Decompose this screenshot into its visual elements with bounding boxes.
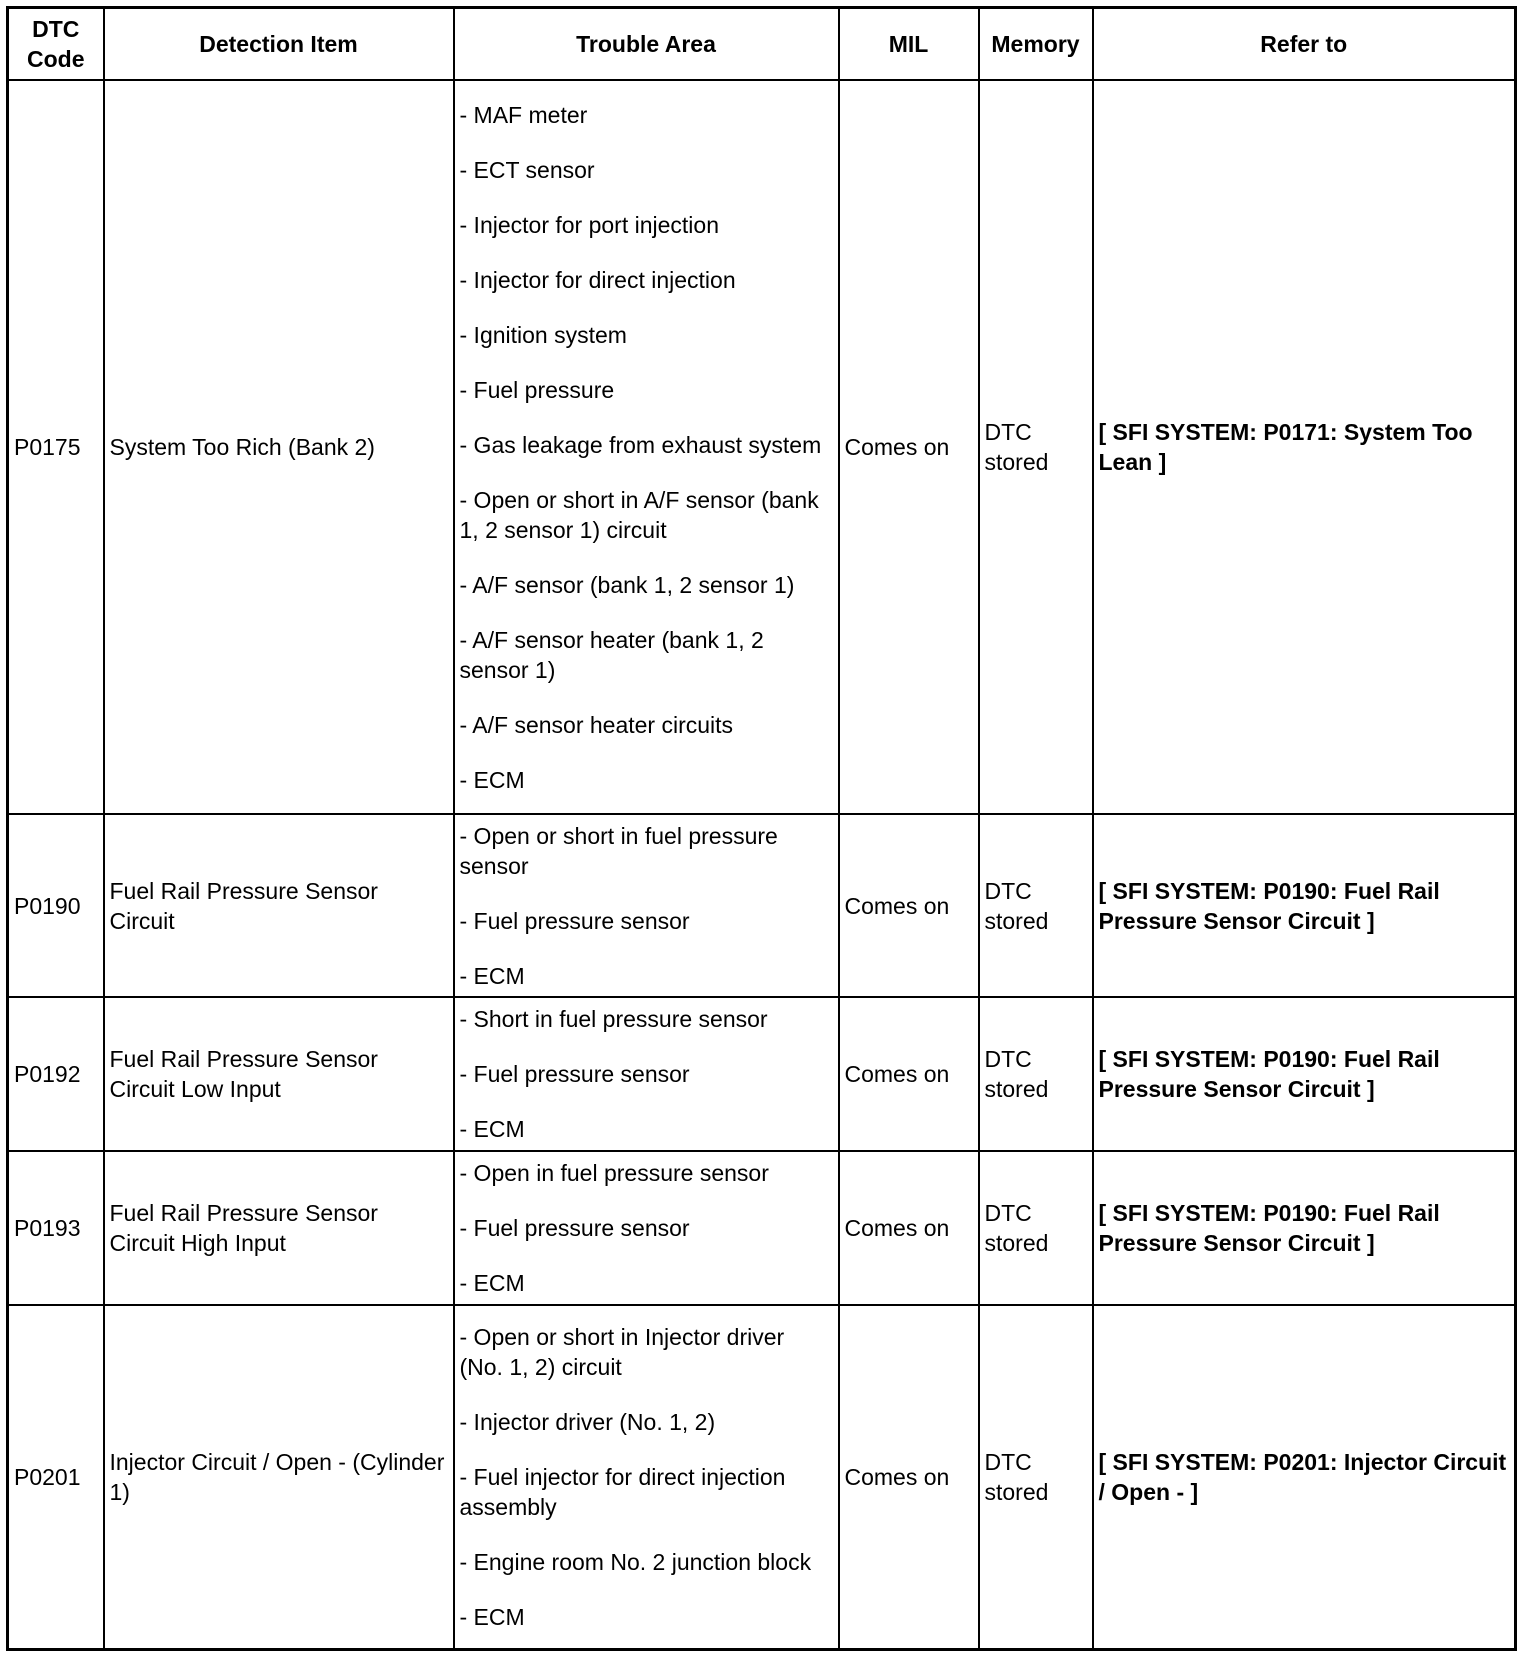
trouble-area-item: - Fuel pressure sensor <box>459 907 690 934</box>
trouble-area-item: - A/F sensor heater (bank 1, 2 sensor 1) <box>459 626 764 683</box>
trouble-area-item: - A/F sensor (bank 1, 2 sensor 1) <box>459 571 795 598</box>
dtc-code-cell: P0175 <box>8 80 104 814</box>
detection-item-cell: Fuel Rail Pressure Sensor Circuit High Input <box>104 1151 454 1305</box>
trouble-area-list <box>460 1158 833 1298</box>
trouble-area-item: - ECT sensor <box>459 156 595 183</box>
mil-cell: Comes on <box>839 814 979 997</box>
table-row <box>8 80 1516 814</box>
trouble-area-item: - ECM <box>459 1604 525 1630</box>
trouble-area-cell <box>454 1151 839 1305</box>
trouble-area-item: - A/F sensor heater circuits <box>459 711 734 738</box>
trouble-area-item: - Open in fuel pressure sensor <box>459 1160 769 1186</box>
trouble-area-cell <box>454 80 839 814</box>
detection-item-cell: Fuel Rail Pressure Sensor Circuit <box>104 814 454 997</box>
memory-cell: DTC stored <box>979 997 1093 1151</box>
trouble-area-list <box>460 1322 833 1632</box>
trouble-area-item: - Fuel pressure sensor <box>459 1061 690 1087</box>
detection-item-cell: System Too Rich (Bank 2) <box>104 80 454 814</box>
header-refer-to: Refer to <box>1093 8 1516 81</box>
trouble-area-list <box>460 821 833 991</box>
dtc-table <box>6 6 1517 1651</box>
refer-to-link[interactable]: [ SFI SYSTEM: P0201: Injector Circuit / Open - ] <box>1093 1305 1516 1650</box>
refer-to-link[interactable]: [ SFI SYSTEM: P0190: Fuel Rail Pressure Sensor Circuit ] <box>1093 997 1516 1151</box>
trouble-area-item: - Injector for direct injection <box>459 266 736 293</box>
table-row <box>8 997 1516 1151</box>
trouble-area-item: - Open or short in Injector driver (No. 1, 2) circuit <box>459 1324 785 1380</box>
trouble-area-item: - Injector for port injection <box>459 211 720 238</box>
trouble-area-item: - Open or short in A/F sensor (bank 1, 2 sensor 1) circuit <box>459 486 819 543</box>
memory-cell: DTC stored <box>979 1151 1093 1305</box>
table-header-row <box>8 8 1516 81</box>
header-dtc-code: DTC Code <box>8 8 104 81</box>
table-row <box>8 814 1516 997</box>
dtc-code-cell: P0193 <box>8 1151 104 1305</box>
trouble-area-item: - ECM <box>459 962 525 989</box>
trouble-area-cell <box>454 997 839 1151</box>
trouble-area-item: - Gas leakage from exhaust system <box>459 431 822 458</box>
memory-cell: DTC stored <box>979 814 1093 997</box>
trouble-area-item: - Ignition system <box>459 321 627 348</box>
memory-cell: DTC stored <box>979 1305 1093 1650</box>
trouble-area-item: - Injector driver (No. 1, 2) <box>459 1409 716 1435</box>
detection-item-cell: Injector Circuit / Open - (Cylinder 1) <box>104 1305 454 1650</box>
mil-cell: Comes on <box>839 1151 979 1305</box>
mil-cell: Comes on <box>839 997 979 1151</box>
trouble-area-item: - MAF meter <box>459 101 588 128</box>
mil-cell: Comes on <box>839 1305 979 1650</box>
trouble-area-cell <box>454 814 839 997</box>
refer-to-link[interactable]: [ SFI SYSTEM: P0190: Fuel Rail Pressure Sensor Circuit ] <box>1093 814 1516 997</box>
table-row <box>8 1305 1516 1650</box>
table-row <box>8 1151 1516 1305</box>
trouble-area-item: - Fuel pressure sensor <box>459 1215 690 1241</box>
trouble-area-item: - ECM <box>459 766 525 793</box>
trouble-area-item: - Fuel pressure <box>459 376 615 403</box>
header-memory: Memory <box>979 8 1093 81</box>
trouble-area-list <box>460 100 833 795</box>
trouble-area-item: - ECM <box>459 1270 525 1296</box>
trouble-area-item: - ECM <box>459 1116 525 1142</box>
trouble-area-item: - Fuel injector for direct injection assembly <box>459 1464 786 1520</box>
header-mil: MIL <box>839 8 979 81</box>
dtc-code-cell: P0192 <box>8 997 104 1151</box>
refer-to-link[interactable]: [ SFI SYSTEM: P0190: Fuel Rail Pressure Sensor Circuit ] <box>1093 1151 1516 1305</box>
trouble-area-item: - Open or short in fuel pressure sensor <box>459 822 778 879</box>
trouble-area-cell <box>454 1305 839 1650</box>
header-trouble-area: Trouble Area <box>454 8 839 81</box>
detection-item-cell: Fuel Rail Pressure Sensor Circuit Low Input <box>104 997 454 1151</box>
mil-cell: Comes on <box>839 80 979 814</box>
trouble-area-list <box>460 1004 833 1144</box>
header-detection-item: Detection Item <box>104 8 454 81</box>
trouble-area-item: - Short in fuel pressure sensor <box>459 1006 768 1032</box>
trouble-area-item: - Engine room No. 2 junction block <box>459 1549 812 1575</box>
dtc-code-cell: P0201 <box>8 1305 104 1650</box>
refer-to-link[interactable]: [ SFI SYSTEM: P0171: System Too Lean ] <box>1093 80 1516 814</box>
dtc-code-cell: P0190 <box>8 814 104 997</box>
memory-cell: DTC stored <box>979 80 1093 814</box>
